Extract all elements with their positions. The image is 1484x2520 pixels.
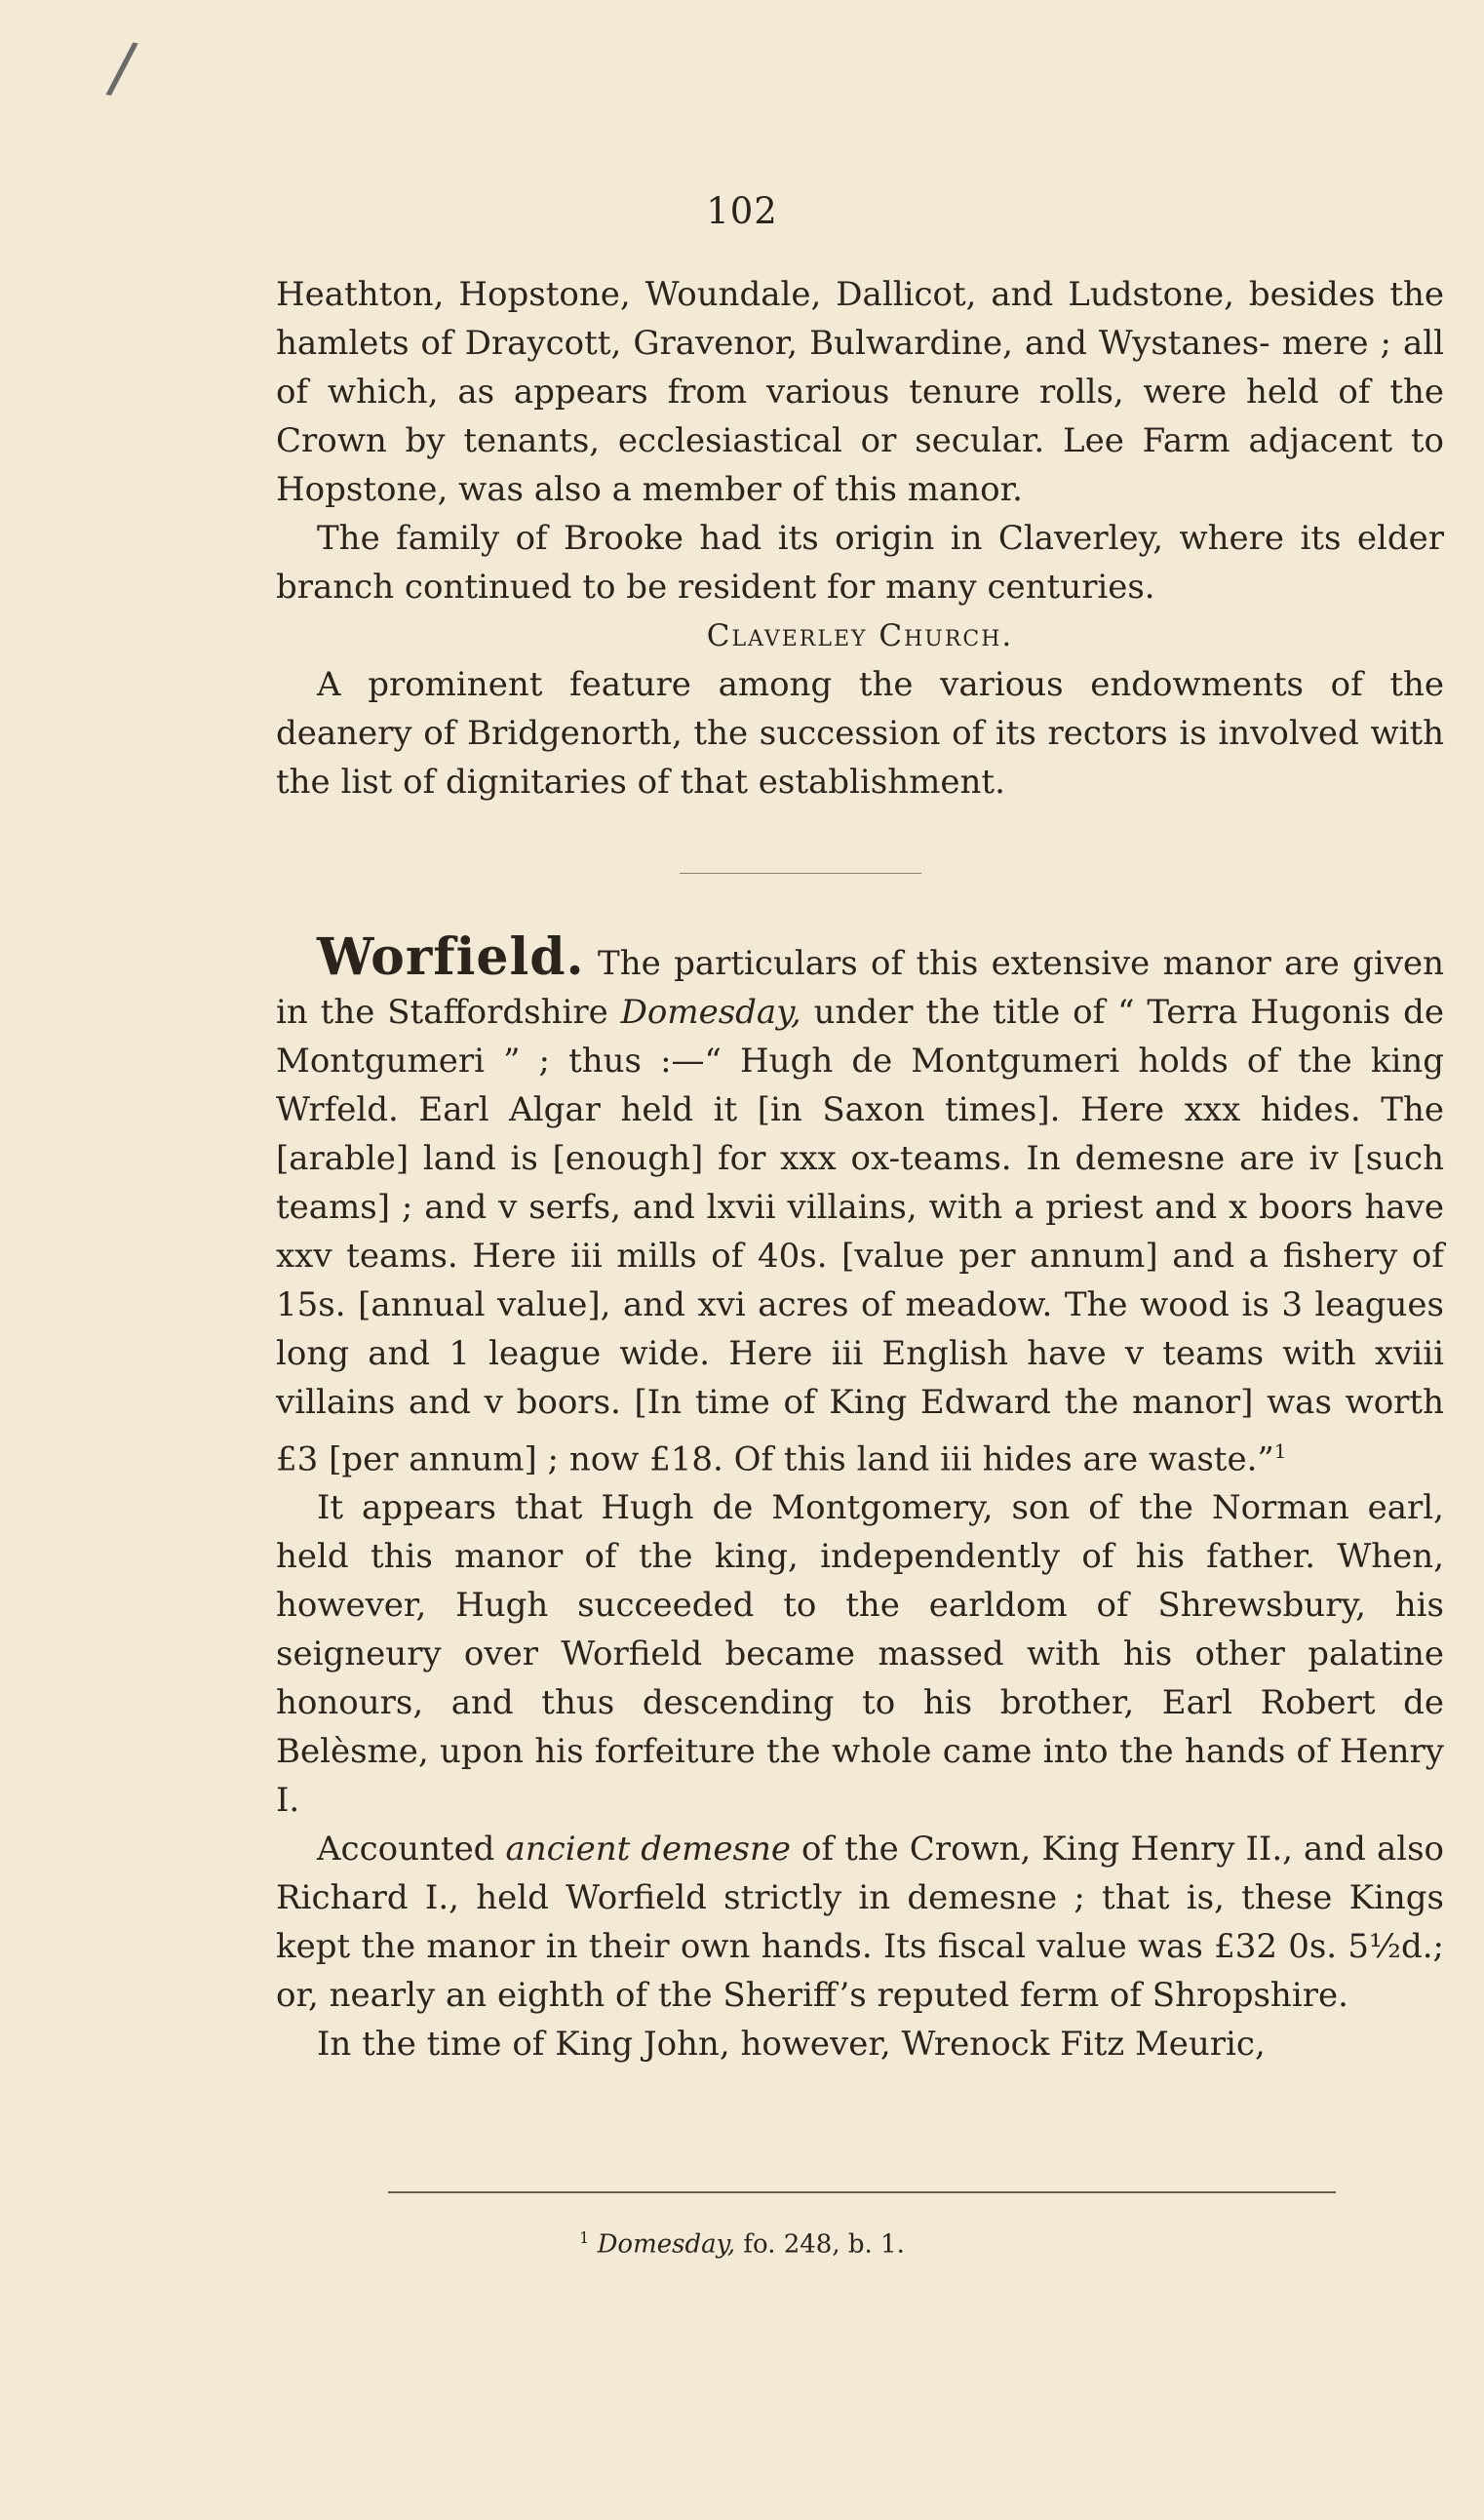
section-worfield: [276, 927, 1445, 2068]
footnote-italic: Domesday,: [597, 2229, 736, 2260]
section-divider: [680, 873, 921, 874]
paragraph-townships: Heathton, Hopstone, Woundale, Dallicot, and Ludstone, besides the hamlets of Draycott, Gravenor, Bulwardine, and Wystanes- mere ; all of which, as appears from various tenure rolls, were held of the Crown by tenants, ecclesiastical or secular. Lee Farm adjacent to Hopstone, was also a member of this manor.: [276, 275, 1444, 509]
paragraph-king-john: In the time of King John, however, Wrenock Fitz Meuric,: [317, 2025, 1266, 2065]
demesne-text-a: Accounted: [317, 1830, 495, 1870]
footnote-rule: [388, 2191, 1336, 2193]
paragraph-montgomery: It appears that Hugh de Montgomery, son of the Norman earl, held this manor of the king, independently of his father. When, however, Hugh succeeded to the earldom of Shrewsbury, his seigneury over Worfield became massed with his other palatine honours, and thus descending to his brother, Earl Robert de Belèsme, upon his forfeiture the whole came into the hands of Henry I.: [276, 1488, 1444, 1821]
heading-claverley-church: Claverley Church.: [706, 618, 1014, 653]
paragraph-ancient-demesne: [276, 1825, 1444, 2020]
paragraph-church: A prominent feature among the various endowments of the deanery of Bridgenorth, the succession of its rectors is involved with the list of dignitaries of that establishment.: [276, 665, 1444, 802]
footnote-marker: 1: [579, 2228, 590, 2247]
domesday-text-a: The particulars of this extensive manor are given in the Staffordshire: [276, 944, 1444, 1032]
footnote-ref: 1: [1273, 1439, 1287, 1463]
paragraph-domesday: [276, 927, 1444, 1483]
section-claverley: [276, 270, 1444, 807]
footnote: [0, 2228, 1484, 2260]
demesne-text-b: of the Crown, King Henry II., and also Richard I., held Worfield strictly in demesne ; that is, these Kings kept the manor in their own hands. Its fiscal value was £32 0s. 5½d.; or, nearly an eighth of the Sheriff’s reputed ferm of Shropshire.: [276, 1830, 1445, 2016]
worfield-title: Worfield.: [317, 927, 585, 987]
domesday-text-b: under the title of “ Terra Hugonis de Montgumeri ” ; thus :—“ Hugh de Montgumeri holds of the king Wrfeld. Earl Algar held it [in Saxon times]. Here xxx hides. The [arable] land is [enough] for xxx ox-teams. In demesne are iv [such teams] ; and v serfs, and lxvii villains, with a priest and x boors have xxv teams. Here iii mills of 40s. [value per annum] and a fishery of 15s. [annual value], and xvi acres of meadow. The wood is 3 leagues long and 1 league wide. Here iii English have v teams with xviii villains and v boors. [In time of King Edward the manor] was worth £3 [per annum] ; now £18. Of this land iii hides are waste.”: [276, 993, 1444, 1479]
footnote-text: fo. 248, b. 1.: [743, 2229, 905, 2260]
demesne-italic: ancient demesne: [505, 1830, 791, 1870]
paragraph-brooke-family: The family of Brooke had its origin in Claverley, where its elder branch continued to be resident for many centuries.: [276, 519, 1444, 607]
domesday-italic: Domesday,: [620, 993, 801, 1032]
page-number: 102: [706, 190, 778, 232]
pencil-margin-mark: /: [103, 25, 141, 109]
